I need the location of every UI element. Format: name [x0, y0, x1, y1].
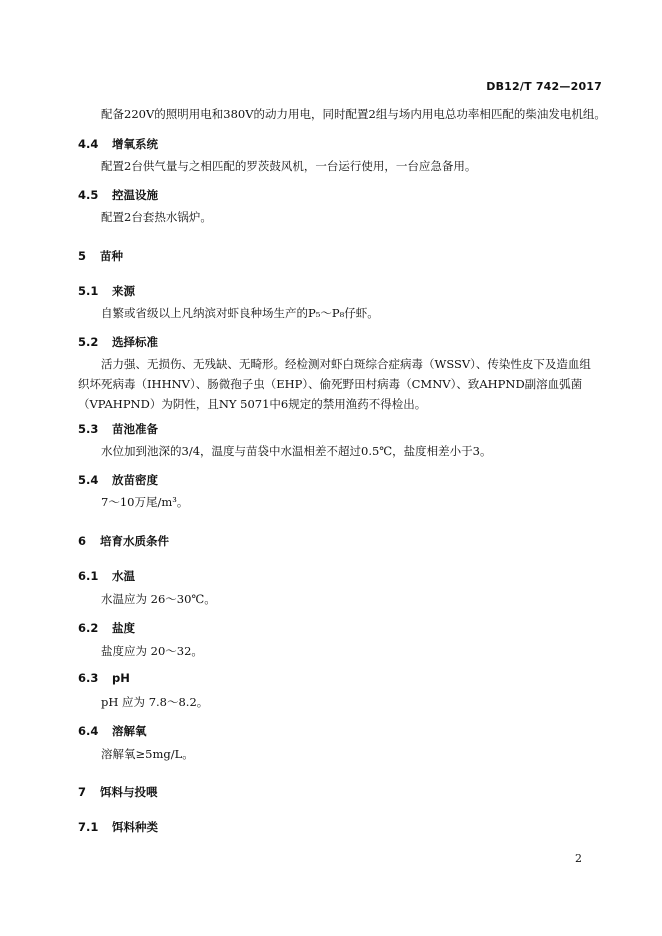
chapter-title: 饵料与投喂 — [100, 785, 158, 799]
section-heading-6-2 — [78, 620, 135, 636]
section-heading-5-4 — [78, 472, 158, 488]
section-heading-7-1 — [78, 819, 158, 835]
section-heading-6-4 — [78, 723, 147, 739]
section-title: 来源 — [112, 284, 135, 298]
section-heading-5-2 — [78, 334, 158, 350]
section-title: 苗池准备 — [112, 422, 158, 436]
section-number: 6.2 — [78, 621, 99, 635]
chapter-heading-7 — [78, 784, 158, 800]
paragraph-salinity: 盐度应为 20～32。 — [101, 644, 203, 658]
section-title: 控温设施 — [112, 188, 158, 202]
section-title: 饵料种类 — [112, 820, 158, 834]
section-title: 增氧系统 — [112, 137, 158, 151]
section-title: 水温 — [112, 569, 135, 583]
section-heading-4-5 — [78, 187, 158, 203]
paragraph-pond-preparation: 水位加到池深的3/4，温度与苗袋中水温相差不超过0.5℃，盐度相差小于3。 — [101, 444, 492, 458]
section-number: 6.1 — [78, 569, 99, 583]
section-title: 选择标准 — [112, 335, 158, 349]
document-code: DB12/T 742—2017 — [486, 80, 602, 93]
chapter-number: 5 — [78, 249, 87, 263]
section-title: pH — [112, 671, 130, 685]
section-number: 5.2 — [78, 335, 99, 349]
paragraph-text: 活力强、无损伤、无残缺、无畸形。经检测对虾白斑综合症病毒（WSSV）、传染性皮下及造血组织坏死病毒（IHHNV）、肠微孢子虫（EHP）、偷死野田村病毒（CMNV）、致AHPND副溶血弧菌（VPAHPND）为阴性，且NY 5071中6规定的禁用渔药不得检出。 — [78, 357, 591, 411]
section-title: 放苗密度 — [112, 473, 158, 487]
paragraph-dissolved-oxygen: 溶解氧≥5mg/L。 — [101, 747, 194, 761]
section-heading-5-1 — [78, 283, 135, 299]
paragraph-power-supply: 配备220V的照明用电和380V的动力用电，同时配置2组与场内用电总功率相匹配的柴油发电机组。 — [101, 107, 606, 121]
paragraph-selection-criteria — [78, 354, 600, 414]
chapter-number: 6 — [78, 534, 87, 548]
section-number: 5.1 — [78, 284, 99, 298]
section-title: 盐度 — [112, 621, 135, 635]
paragraph-aeration: 配置2台供气量与之相匹配的罗茨鼓风机，一台运行使用，一台应急备用。 — [101, 159, 477, 173]
section-number: 4.4 — [78, 137, 99, 151]
section-number: 6.3 — [78, 671, 99, 685]
section-heading-5-3 — [78, 421, 158, 437]
page-number: 2 — [575, 852, 582, 865]
chapter-title: 苗种 — [100, 249, 123, 263]
paragraph-stocking-density: 7～10万尾/m³。 — [101, 495, 189, 509]
section-title: 溶解氧 — [112, 724, 147, 738]
chapter-heading-5 — [78, 248, 123, 264]
chapter-heading-6 — [78, 533, 169, 549]
section-number: 5.3 — [78, 422, 99, 436]
section-number: 7.1 — [78, 820, 99, 834]
section-heading-6-1 — [78, 568, 135, 584]
section-number: 6.4 — [78, 724, 99, 738]
section-heading-4-4 — [78, 136, 158, 152]
chapter-title: 培育水质条件 — [100, 534, 169, 548]
paragraph-source: 自繁或省级以上凡纳滨对虾良种场生产的P₅～P₈仔虾。 — [101, 306, 379, 320]
section-number: 5.4 — [78, 473, 99, 487]
section-number: 4.5 — [78, 188, 99, 202]
paragraph-ph: pH 应为 7.8～8.2。 — [101, 695, 209, 709]
section-heading-6-3 — [78, 671, 130, 685]
paragraph-water-temperature: 水温应为 26～30℃。 — [101, 592, 216, 606]
paragraph-temperature-control: 配置2台套热水锅炉。 — [101, 210, 212, 224]
chapter-number: 7 — [78, 785, 87, 799]
